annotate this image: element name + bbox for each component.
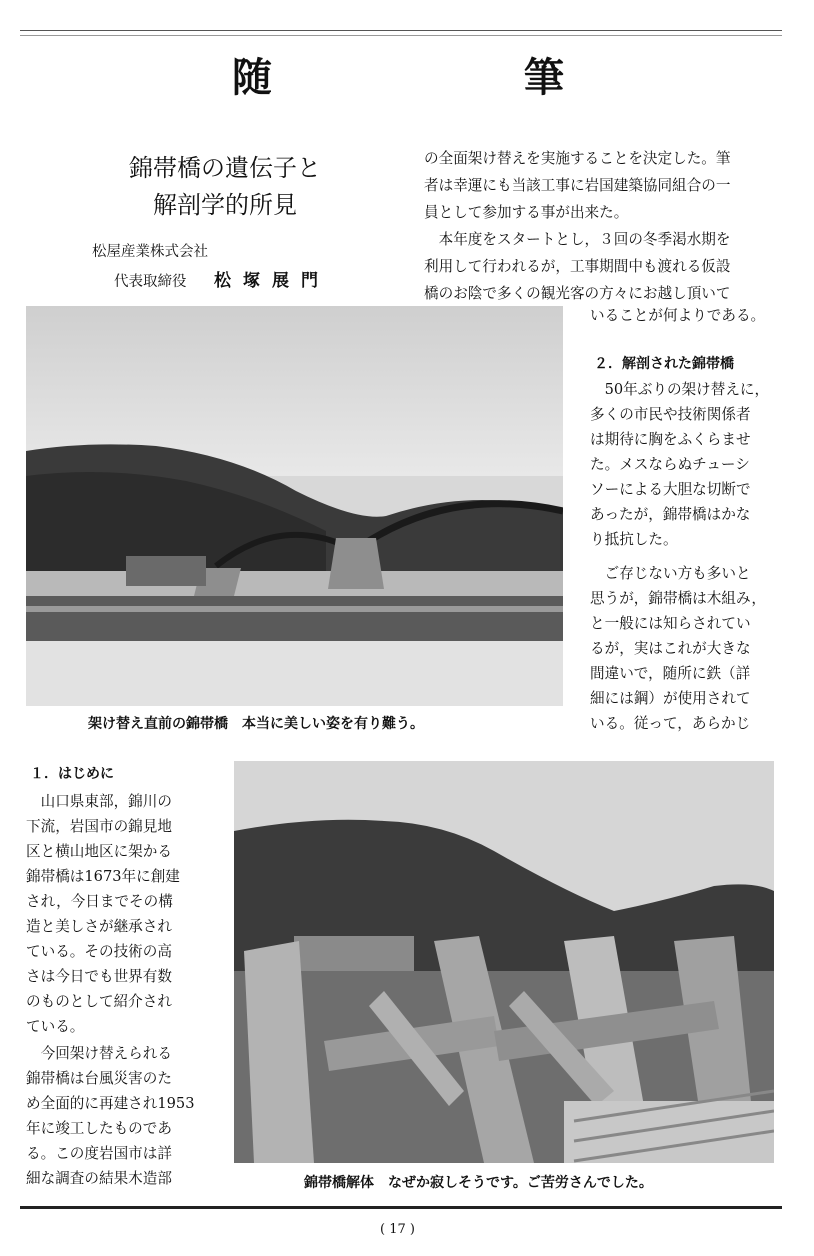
text-line: るが，実はこれが大きな — [590, 640, 751, 657]
text-line: る。この度岩国市は詳 — [26, 1145, 172, 1162]
heading-char-2: 筆 — [524, 55, 564, 101]
text-line: の全面架け替えを実施することを決定した。筆 — [424, 150, 731, 167]
text-line: 思うが，錦帯橋は木組み， — [590, 590, 767, 607]
text-line: 細には鋼）が使用されて — [590, 690, 751, 707]
text-line: は期待に胸をふくらませ — [590, 431, 751, 448]
text-line: 多くの市民や技術関係者 — [590, 406, 751, 423]
section-2-heading: ２．解剖された錦帯橋 — [594, 356, 734, 372]
text-line: 利用して行われるが，工事期間中も渡れる仮設 — [424, 258, 731, 275]
text-line: あったが，錦帯橋はかな — [590, 506, 751, 523]
text-line: いる。従って，あらかじ — [590, 715, 751, 732]
text-line: され，今日までその構 — [26, 893, 173, 910]
text-line: 間違いで，随所に鉄（詳 — [590, 665, 751, 682]
text-line: 下流，岩国市の錦見地 — [26, 818, 172, 835]
text-line: のものとして紹介され — [26, 993, 172, 1010]
text-line: ている。 — [26, 1018, 85, 1035]
text-line: 者は幸運にも当該工事に岩国建築協同組合の一 — [424, 177, 731, 194]
author-role: 代表取締役 — [114, 274, 187, 290]
text-line: ご存じない方も多いと — [590, 565, 751, 582]
bridge-photo-drawing — [26, 306, 563, 706]
dismantling-photo-drawing — [234, 761, 774, 1163]
text-line: 区と横山地区に架かる — [26, 843, 172, 860]
text-line: 年に竣工したものであ — [26, 1120, 172, 1137]
text-line: 細な調査の結果木造部 — [26, 1170, 172, 1187]
dismantling-photo-caption: 錦帯橋解体 なぜか寂しそうです。ご苦労さんでした。 — [304, 1175, 653, 1191]
text-line: 50年ぶりの架け替えに， — [590, 381, 770, 398]
top-rule — [20, 30, 782, 31]
section-1-heading: １．はじめに — [30, 766, 114, 782]
dismantling-photo — [234, 761, 774, 1163]
text-line: ソーによる大胆な切断で — [590, 481, 751, 498]
top-rule-inner — [20, 35, 782, 36]
bridge-photo-caption: 架け替え直前の錦帯橋 本当に美しい姿を有り難う。 — [88, 716, 424, 732]
text-line: 今回架け替えられる — [26, 1045, 172, 1062]
text-line: 造と美しさが継承され — [26, 918, 172, 935]
text-line: り抵抗した。 — [590, 531, 678, 548]
bridge-photo — [26, 306, 563, 706]
author-name: 松塚展門 — [214, 271, 330, 291]
article-title-line-2: 解剖学的所見 — [153, 191, 297, 219]
text-line: いることが何よりである。 — [590, 307, 766, 324]
article-title-line-1: 錦帯橋の遺伝子と — [129, 154, 321, 182]
bottom-rule — [20, 1206, 782, 1209]
text-line: ている。その技術の高 — [26, 943, 172, 960]
text-line: さは今日でも世界有数 — [26, 968, 172, 985]
text-line: 錦帯橋は台風災害のた — [26, 1070, 172, 1087]
heading-char-1: 随 — [232, 55, 272, 101]
text-line: め全面的に再建され1953 — [26, 1095, 195, 1112]
text-line: 山口県東部，錦川の — [26, 793, 172, 810]
text-line: と一般には知らされてい — [590, 615, 751, 632]
text-line: 橋のお陰で多くの観光客の方々にお越し頂いて — [424, 285, 731, 302]
text-line: 員として参加する事が出来た。 — [424, 204, 629, 221]
author-company: 松屋産業株式会社 — [92, 244, 208, 260]
page-number: ( 17 ) — [380, 1222, 415, 1237]
text-line: 本年度をスタートとし，３回の冬季渇水期を — [424, 231, 731, 248]
text-line: た。メスならぬチューシ — [590, 456, 750, 473]
text-line: 錦帯橋は1673年に創建 — [26, 868, 180, 885]
